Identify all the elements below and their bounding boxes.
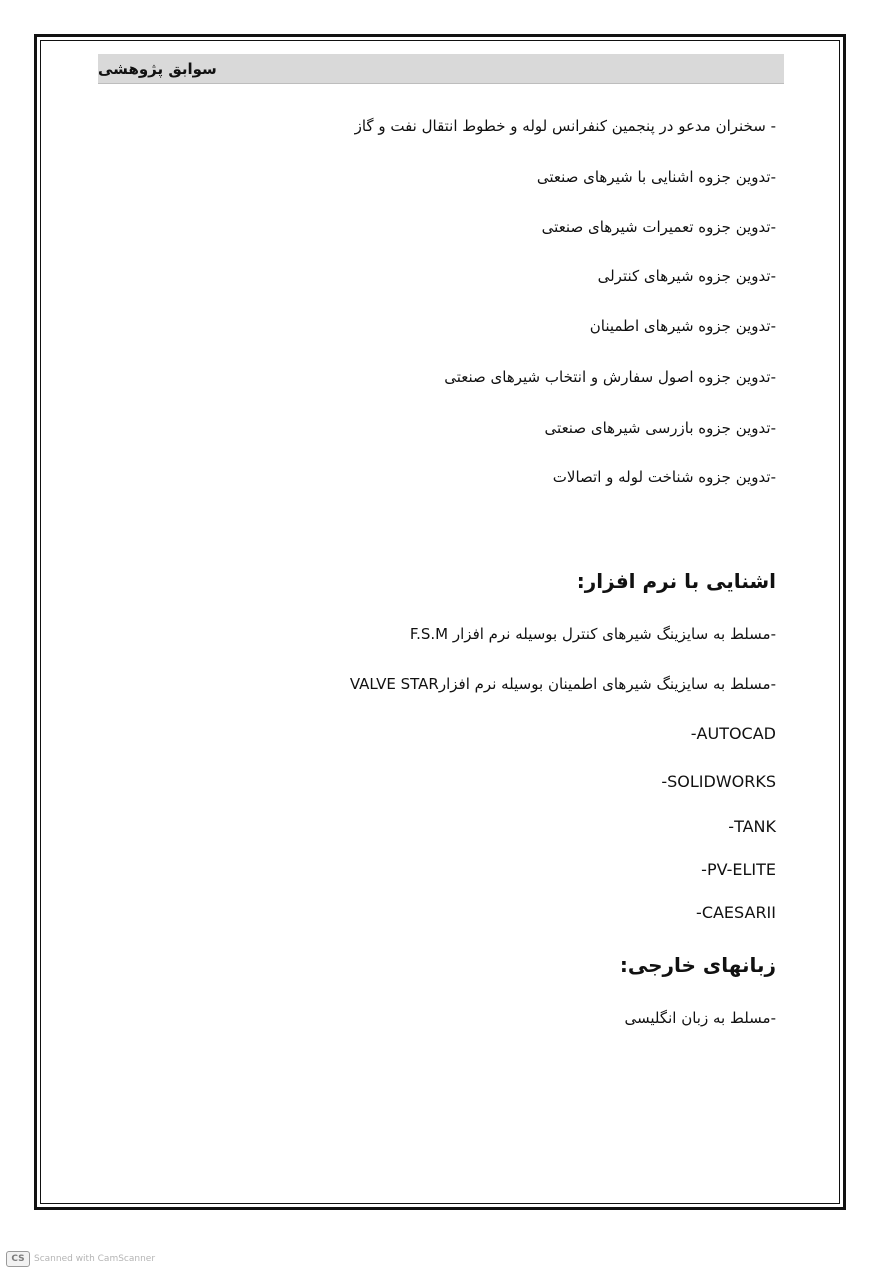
- software-item-caesarii: CAESARII-: [696, 903, 776, 922]
- research-item: -تدوین جزوه بازرسی شیرهای صنعتی: [544, 419, 776, 437]
- research-section-title: سوابق پژوهشی: [98, 59, 217, 78]
- language-item: -مسلط به زبان انگلیسی: [624, 1009, 776, 1027]
- software-item-pv-elite: PV-ELITE-: [701, 860, 776, 879]
- research-item: -تدوین جزوه شیرهای کنترلی: [597, 267, 776, 285]
- software-section-title: اشنایی با نرم افزار:: [576, 569, 776, 593]
- software-item: -مسلط به سایزینگ شیرهای کنترل بوسیله نرم افزار F.S.M: [409, 625, 776, 643]
- languages-section-title: زبانهای خارجی:: [619, 953, 776, 977]
- software-item: -مسلط به سایزینگ شیرهای اطمینان بوسیله نرم افزارVALVE STAR: [349, 675, 776, 693]
- software-item-tank: TANK-: [728, 817, 776, 836]
- research-item: - سخنران مدعو در پنجمین کنفرانس لوله و خطوط انتقال نفت و گاز: [354, 117, 776, 135]
- camscanner-watermark: [6, 1251, 155, 1267]
- software-item-solidworks: SOLIDWORKS-: [661, 772, 776, 791]
- research-item: -تدوین جزوه تعمیرات شیرهای صنعتی: [541, 218, 776, 236]
- research-item: -تدوین جزوه اشنایی با شیرهای صنعتی: [536, 168, 776, 186]
- research-section-header: [98, 54, 784, 84]
- research-item: -تدوین جزوه شناخت لوله و اتصالات: [552, 468, 776, 486]
- document-page-inner-frame: [40, 40, 840, 1204]
- software-item-autocad: AUTOCAD-: [690, 724, 776, 743]
- camscanner-watermark-text: Scanned with CamScanner: [34, 1254, 156, 1264]
- camscanner-logo-icon: CS: [6, 1251, 30, 1267]
- research-item: -تدوین جزوه شیرهای اطمینان: [589, 317, 776, 335]
- research-item: -تدوین جزوه اصول سفارش و انتخاب شیرهای صنعتی: [444, 368, 776, 386]
